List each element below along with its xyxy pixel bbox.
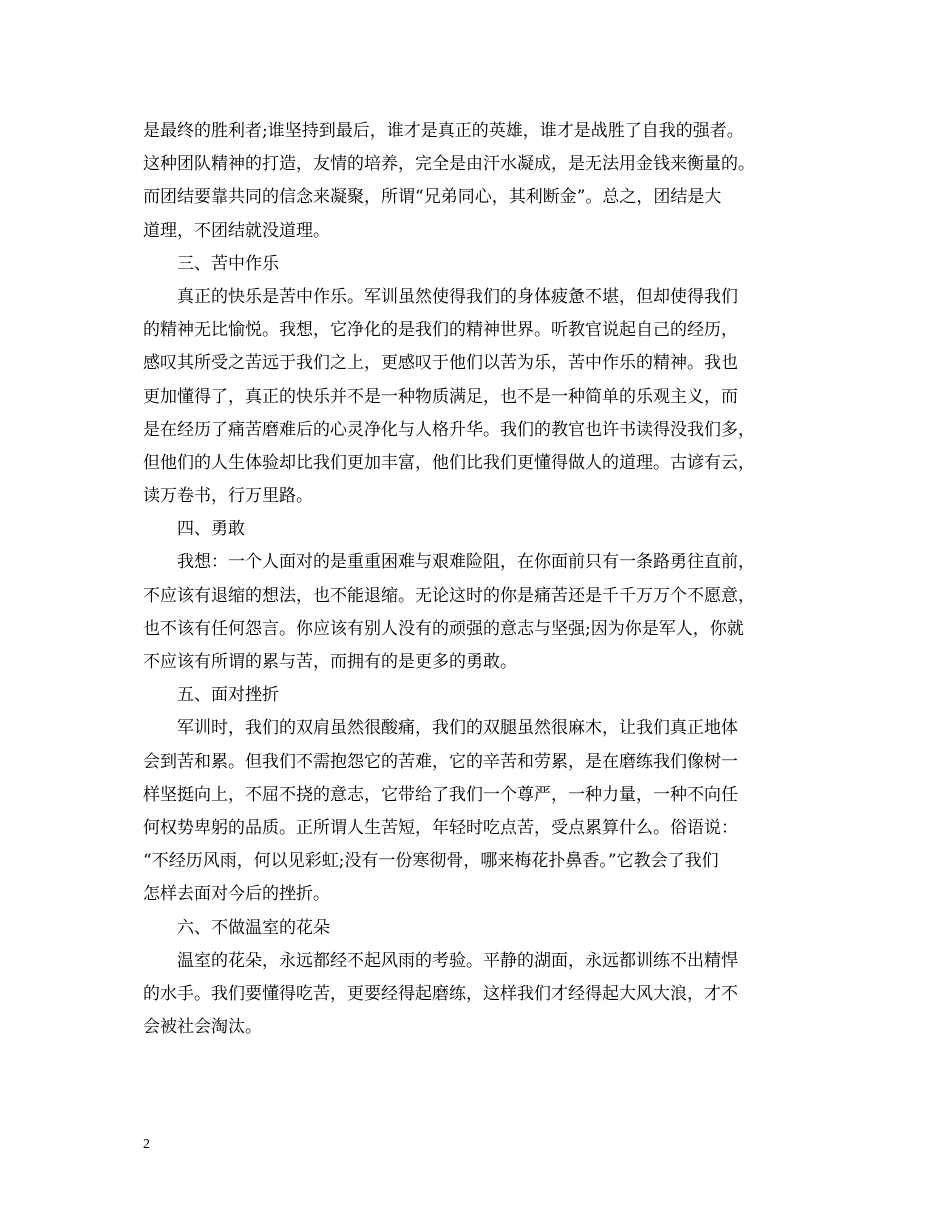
- text-line: 的精神无比愉悦。我想，它净化的是我们的精神世界。听教官说起自己的经历，: [143, 320, 738, 341]
- text-line: 但他们的人生体验却比我们更加丰富，他们比我们更懂得做人的道理。古谚有云，: [143, 452, 755, 473]
- text-line: 四、勇敢: [177, 519, 245, 540]
- text-line: 而团结要靠共同的信念来凝聚，所谓“兄弟同心，其利断金”。总之，团结是大: [143, 187, 722, 208]
- text-line: 不应该有所谓的累与苦，而拥有的是更多的勇敢。: [143, 652, 517, 672]
- text-line: 不应该有退缩的想法，也不能退缩。无论这时的你是痛苦还是千千万万个不愿意，: [143, 585, 755, 606]
- text-line: 样坚挺向上，不屈不挠的意志，它带给了我们一个尊严，一种力量，一种不向任: [143, 784, 738, 805]
- text-line: 的水手。我们要懂得吃苦，更要经得起磨练，这样我们才经得起大风大浪，才不: [143, 983, 738, 1004]
- text-line: 读万卷书，行万里路。: [143, 486, 313, 507]
- text-line: 真正的快乐是苦中作乐。军训虽然使得我们的身体疲惫不堪，但却使得我们: [177, 286, 738, 307]
- text-line: 军训时，我们的双肩虽然很酸痛，我们的双腿虽然很麻木，让我们真正地体: [177, 718, 738, 739]
- text-line: 六、不做温室的花朵: [177, 917, 330, 938]
- text-line: 怎样去面对今后的挫折。: [143, 884, 330, 905]
- text-line: 五、面对挫折: [177, 685, 279, 706]
- text-line: 感叹其所受之苦远于我们之上，更感叹于他们以苦为乐，苦中作乐的精神。我也: [143, 353, 738, 374]
- text-line: “不经历风雨，何以见彩虹;没有一份寒彻骨，哪来梅花扑鼻香。”它教会了我们: [143, 851, 719, 872]
- text-line: 我想：一个人面对的是重重困难与艰难险阻，在你面前只有一条路勇往直前，: [177, 552, 755, 573]
- text-line: 是最终的胜利者;谁坚持到最后，谁才是真正的英雄，谁才是战胜了自我的强者。: [143, 121, 744, 141]
- text-line: 是在经历了痛苦磨难后的心灵净化与人格升华。我们的教官也许书读得没我们多，: [143, 419, 755, 440]
- text-line: 温室的花朵，永远都经不起风雨的考验。平静的湖面，永远都训练不出精悍: [177, 950, 738, 971]
- page-number: 2: [143, 1137, 150, 1152]
- text-line: 更加懂得了，真正的快乐并不是一种物质满足，也不是一种简单的乐观主义，而: [143, 386, 738, 407]
- text-line: 这种团队精神的打造，友情的培养，完全是由汗水凝成，是无法用金钱来衡量的。: [143, 154, 755, 175]
- text-line: 三、苦中作乐: [177, 253, 279, 274]
- document-body: [143, 115, 833, 1044]
- text-line: 会被社会淘汰。: [143, 1017, 262, 1038]
- text-line: 也不该有任何怨言。你应该有别人没有的顽强的意志与坚强;因为你是军人，你就: [143, 618, 744, 639]
- text-line: 何权势卑躬的品质。正所谓人生苦短，年轻时吃点苦，受点累算什么。俗语说：: [143, 817, 738, 838]
- text-line: 会到苦和累。但我们不需抱怨它的苦难，它的辛苦和劳累，是在磨练我们像树一: [143, 751, 738, 772]
- text-line: 道理，不团结就没道理。: [143, 220, 330, 241]
